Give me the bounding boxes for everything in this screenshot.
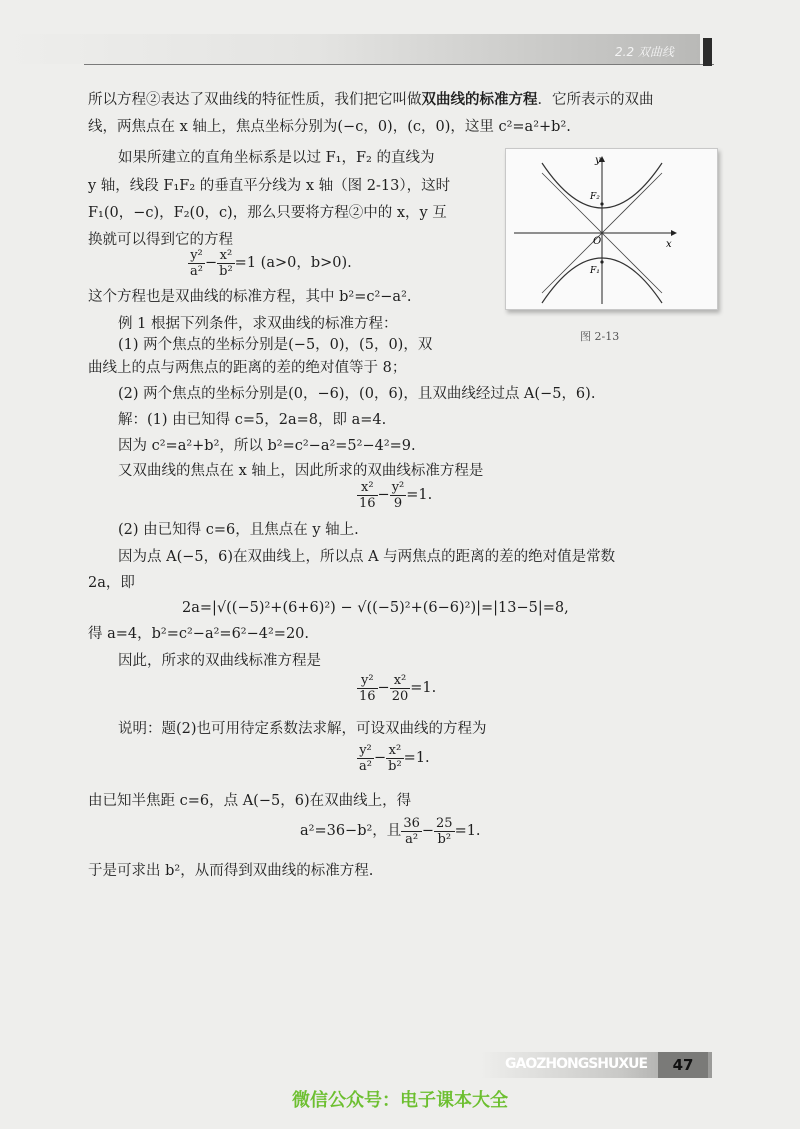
note-line-1: 说明：题(2)也可用待定系数法求解，可设双曲线的方程为 — [118, 721, 487, 737]
example-1-cond-1b: 曲线上的点与两焦点的距离的差的绝对值等于 8； — [88, 360, 407, 376]
focus-f2-label: F₂ — [590, 192, 600, 202]
footer-course-name: GAOZHONGSHUXUE — [505, 1056, 648, 1072]
para-line-5: F₁(0，−c)，F₂(0，c)，那么只要将方程②中的 x，y 互 — [88, 205, 447, 221]
para-line-4: y 轴，线段 F₁F₂ 的垂直平分线为 x 轴（图 2-13），这时 — [88, 178, 451, 194]
solution-2-line-2: 因为点 A(−5，6)在双曲线上，所以点 A 与两焦点的距离的差的绝对值是常数 — [118, 549, 616, 565]
solution-2-line-1: (2) 由已知得 c=6，且焦点在 y 轴上. — [118, 522, 359, 538]
solution-line-2: 因为 c²=a²+b²，所以 b²=c²−a²=5²−4²=9. — [118, 438, 416, 454]
note-line-3: 于是可求出 b²，从而得到双曲线的标准方程. — [88, 863, 374, 879]
x-axis-label: x — [666, 239, 672, 250]
solution-2-line-3: 2a，即 — [88, 575, 135, 591]
formula-y16-x20: $\frac{\text{y²}}{16}$ − $\frac{\text{x²}}{20}$ =1. — [359, 672, 437, 704]
para-line-2: 线，两焦点在 x 轴上，焦点坐标分别为(−c，0)，(c，0)，这里 c²=a²+b². — [88, 119, 571, 135]
solution-2-line-5: 因此，所求的双曲线标准方程是 — [118, 653, 321, 669]
formula-general-y: $\frac{\text{y²}}{\text{a²}}$ − $\frac{\text{x²}}{\text{b²}}$ =1. — [359, 742, 430, 774]
para-line-6: 换就可以得到它的方程 — [88, 232, 233, 248]
focus-f2-point — [600, 202, 603, 205]
solution-line-1: 解：(1) 由已知得 c=5，2a=8，即 a=4. — [118, 412, 387, 428]
para-line-1: 所以方程②表达了双曲线的特征性质，我们把它叫做双曲线的标准方程．它所表示的双曲 — [88, 91, 654, 108]
para-line-8: 这个方程也是双曲线的标准方程，其中 b²=c²−a². — [88, 289, 412, 305]
figure-hyperbola — [505, 148, 718, 310]
formula-substitution: a²=36−b²，且 $\frac{36}{\text{a²}}$ − $\frac{25}{\text{b²}}$ =1. — [300, 815, 481, 847]
term-standard-equation: 双曲线的标准方程 — [421, 91, 538, 108]
para-line-3: 如果所建立的直角坐标系是以过 F₁，F₂ 的直线为 — [118, 150, 435, 166]
solution-line-3: 又双曲线的焦点在 x 轴上，因此所求的双曲线标准方程是 — [118, 463, 484, 479]
hyperbola-plot — [506, 149, 717, 309]
focus-f1-label: F₁ — [590, 266, 600, 276]
distance-formula: 2a=|√((−5)²+(6+6)²) − √((−5)²+(6−6)²)|=|13−5|=8, — [182, 600, 569, 616]
header-marker — [703, 38, 712, 66]
focus-f1-point — [600, 260, 603, 263]
page-number: 47 — [658, 1052, 708, 1078]
formula-y-over-a: $\frac{\text{y²}}{\text{a²}}$ − $\frac{\text{x²}}{\text{b²}}$ =1 (a>0，b>0). — [190, 247, 352, 279]
y-axis-label: y — [595, 155, 601, 166]
section-title: 2.2 双曲线 — [615, 45, 674, 59]
note-line-2: 由已知半焦距 c=6，点 A(−5，6)在双曲线上，得 — [88, 793, 412, 809]
formula-x16-y9: $\frac{\text{x²}}{16}$ − $\frac{\text{y²}}{9}$ =1. — [359, 479, 433, 511]
example-1-heading: 例 1 根据下列条件，求双曲线的标准方程： — [118, 316, 398, 332]
example-1-cond-1a: (1) 两个焦点的坐标分别是(−5，0)，(5，0)，双 — [118, 337, 433, 353]
header-rule — [84, 64, 714, 65]
header-band — [0, 34, 700, 64]
solution-2-line-4: 得 a=4，b²=c²−a²=6²−4²=20. — [88, 626, 309, 642]
figure-caption: 图 2-13 — [580, 330, 620, 343]
watermark-text: 微信公众号：电子课本大全 — [292, 1090, 508, 1111]
origin-label: O — [593, 236, 602, 247]
example-1-cond-2: (2) 两个焦点的坐标分别是(0，−6)，(0，6)，且双曲线经过点 A(−5，6). — [118, 386, 596, 402]
